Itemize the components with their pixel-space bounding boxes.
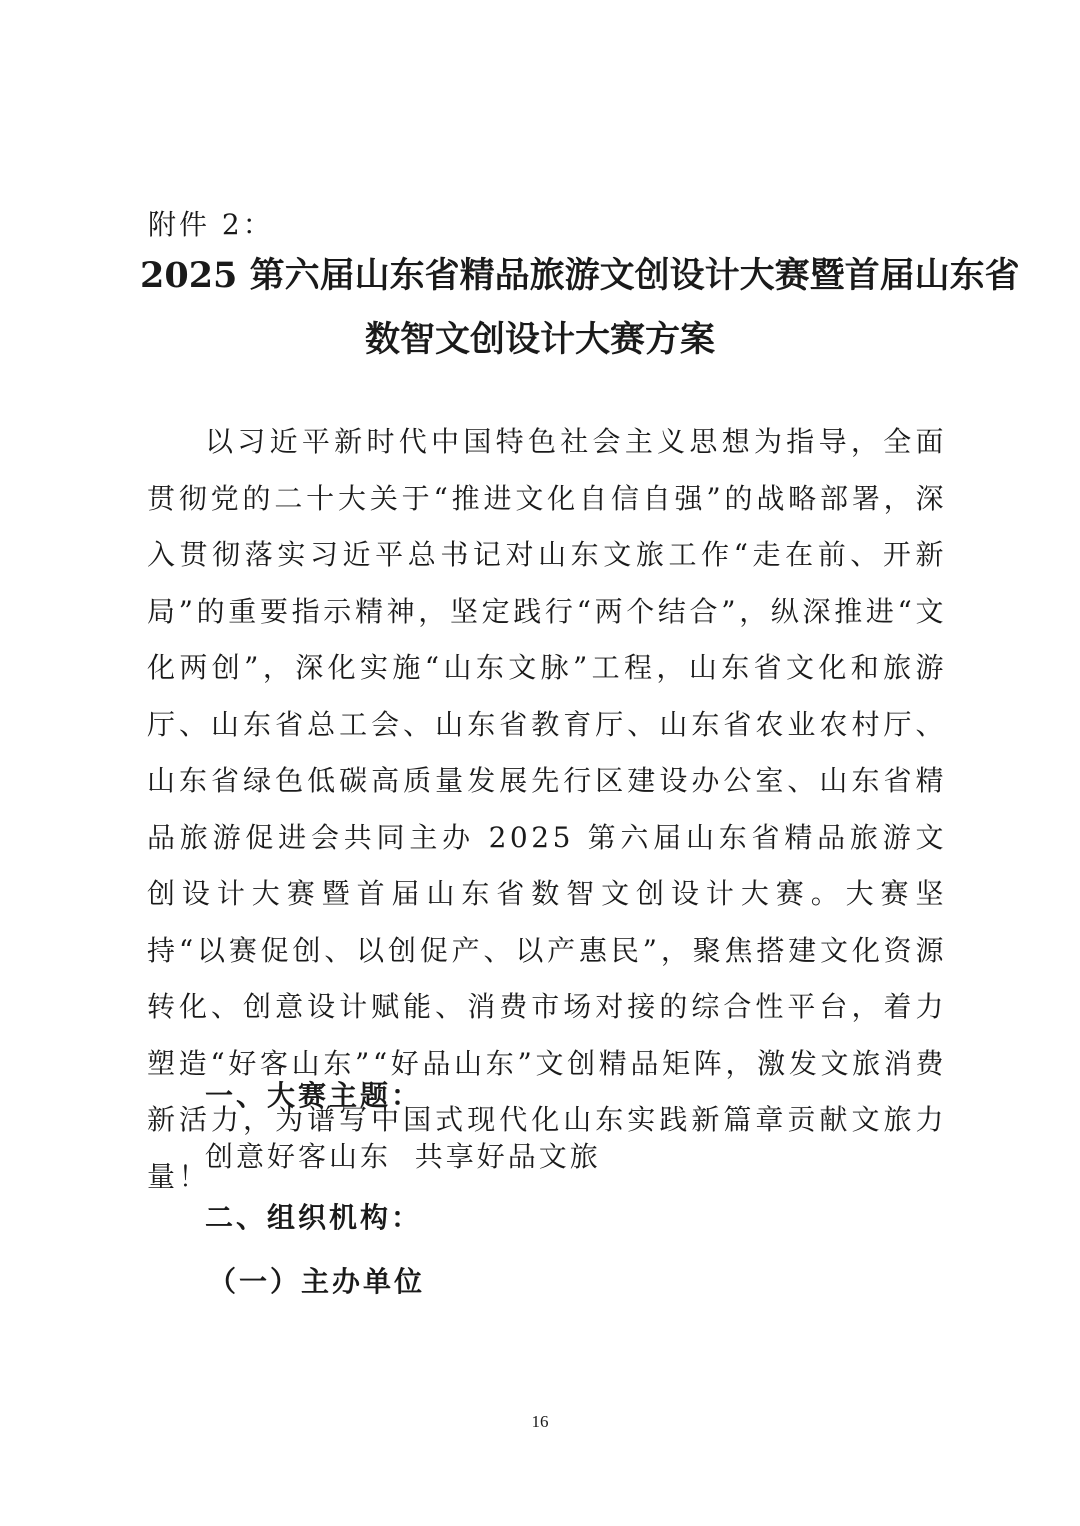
page-number: 16 <box>531 1412 549 1431</box>
theme-text: 创意好客山东 共享好品文旅 <box>205 1140 601 1173</box>
document-title <box>140 244 1020 372</box>
title-line-1: 2025 第六届山东省精品旅游文创设计大赛暨首届山东省 <box>140 255 1020 296</box>
attachment-label: 附件 2： <box>148 208 274 241</box>
subsection-1-heading: （一）主办单位 <box>208 1265 426 1298</box>
title-line-2: 数智文创设计大赛方案 <box>364 319 715 360</box>
intro-paragraph: 以习近平新时代中国特色社会主义思想为指导，全面贯彻党的二十大关于“推进文化自信自强”的战略部署，深入贯彻落实习近平总书记对山东文旅工作“走在前、开新局”的重要指示精神，坚定践行“两个结合”，纵深推进“文化两创”，深化实施“山东文脉”工程，山东省文化和旅游厅、山东省总工会、山东省教育厅、山东省农业农村厅、山东省绿色低碳高质量发展先行区建设办公室、山东省精品旅游促进会共同主办 2025 第六届山东省精品旅游文创设计大赛暨首届山东省数智文创设计大赛。大赛坚持“以赛促创、以创促产、以产惠民”，聚焦搭建文化资源转化、创意设计赋能、消费市场对接的综合性平台，着力塑造“好客山东”“好品山东”文创精品矩阵，激发文旅消费新活力，为谱写中国式现代化山东实践新篇章贡献文旅力量！ <box>147 425 947 1193</box>
section-2-heading: 二、组织机构： <box>205 1201 423 1234</box>
section-1-heading: 一、大赛主题： <box>205 1079 423 1112</box>
